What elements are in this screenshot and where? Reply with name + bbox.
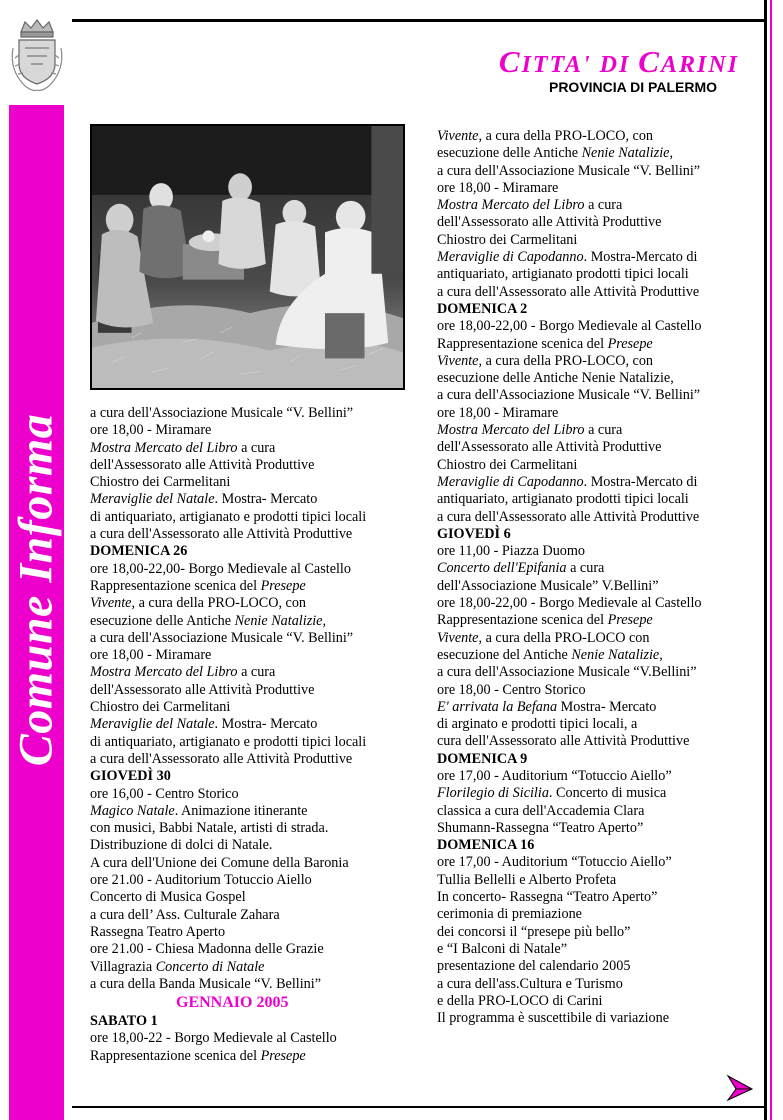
text-line — [90, 976, 366, 993]
text-line — [437, 353, 702, 370]
event-title: Meraviglie di Capodanno — [437, 249, 584, 266]
text-line — [437, 1010, 702, 1027]
text-line — [90, 1048, 366, 1065]
text-line — [90, 664, 366, 681]
text-segment: Mostra- Mercato — [557, 698, 657, 715]
text-segment: . Mostra- Mercato — [214, 491, 318, 508]
event-title: Mostra Mercato del Libro — [437, 422, 585, 439]
text-line — [90, 595, 366, 612]
text-segment: Rappresentazione scenica del — [90, 1047, 261, 1064]
text-segment: con musici, Babbi Natale, artisti di strada. — [90, 820, 329, 837]
event-title: Vivente, — [90, 595, 136, 612]
text-line — [437, 976, 702, 993]
text-segment: Concerto di Musica Gospel — [90, 889, 246, 906]
text-segment: Chiostro dei Carmelitani — [437, 231, 578, 248]
text-line — [437, 526, 702, 543]
day-heading: DOMENICA 2 — [437, 300, 528, 317]
text-line — [437, 214, 702, 231]
text-segment: a cura dell'Assessorato alle Attività Produttive — [90, 750, 353, 767]
text-segment: Distribuzione di dolci di Natale. — [90, 837, 273, 854]
text-line — [437, 906, 702, 923]
right-rule — [764, 0, 767, 1120]
text-segment: presentazione del calendario 2005 — [437, 958, 631, 975]
text-line — [437, 889, 702, 906]
text-line — [90, 682, 366, 699]
text-line — [437, 128, 702, 145]
text-segment: . Mostra- Mercato — [214, 716, 318, 733]
text-segment: a cura dell'Associazione Musicale “V. Bellini” — [90, 629, 354, 646]
city-crest-icon — [7, 18, 67, 98]
city-title-cap: C — [638, 44, 661, 79]
text-segment: a cura della PRO-LOCO, con — [135, 595, 307, 612]
text-line — [437, 457, 702, 474]
text-segment: esecuzione delle Antiche — [437, 145, 582, 162]
text-segment: ore 16,00 - Centro Storico — [90, 785, 239, 802]
text-line — [90, 543, 366, 560]
city-title — [499, 44, 739, 80]
city-title-part: ITTA' DI — [521, 52, 639, 78]
text-segment: ore 18,00 - Miramare — [437, 404, 559, 421]
text-segment: ore 11,00 - Piazza Duomo — [437, 543, 586, 560]
text-line — [437, 145, 702, 162]
text-line — [90, 837, 366, 854]
text-segment: ore 18,00 - Miramare — [90, 422, 212, 439]
top-rule — [72, 19, 764, 22]
text-line — [437, 751, 702, 768]
text-segment: ore 17,00 - Auditorium “Totuccio Aiello” — [437, 767, 672, 784]
text-segment: a cura — [237, 439, 276, 456]
event-title: Vivente — [437, 629, 479, 646]
text-line — [90, 907, 366, 924]
text-segment: Chiostro dei Carmelitani — [90, 699, 231, 716]
text-segment: a cura dell'Associazione Musicale “V. Bellini” — [437, 387, 701, 404]
text-segment: cerimonia di premiazione — [437, 906, 582, 923]
text-line — [437, 647, 702, 664]
text-segment: a cura della Banda Musicale “V. Bellini” — [90, 975, 321, 992]
text-segment: a cura dell’ Ass. Culturale Zahara — [90, 906, 280, 923]
text-line — [437, 803, 702, 820]
left-column — [90, 405, 366, 1065]
text-line — [437, 232, 702, 249]
text-line — [437, 491, 702, 508]
text-line — [437, 301, 702, 318]
text-line — [437, 370, 702, 387]
text-segment: Tullia Bellelli e Alberto Profeta — [437, 871, 617, 888]
text-segment: ore 18,00 - Miramare — [90, 647, 212, 664]
right-rule-accent — [770, 0, 772, 1120]
text-segment: ore 18,00 - Miramare — [437, 179, 559, 196]
province-label: PROVINCIA DI PALERMO — [548, 79, 717, 95]
text-line — [90, 699, 366, 716]
text-line — [437, 733, 702, 750]
text-line — [90, 457, 366, 474]
month-heading — [90, 993, 366, 1013]
text-segment: ore 18,00-22,00 - Borgo Medievale al Castello — [437, 318, 702, 335]
text-line — [437, 872, 702, 889]
text-line — [437, 716, 702, 733]
text-line — [90, 630, 366, 647]
event-title: Concerto di Natale — [155, 958, 265, 975]
text-segment: ore 18,00-22 - Borgo Medievale al Castello — [90, 1030, 337, 1047]
text-segment: di arginato e prodotti tipici locali, a — [437, 716, 638, 733]
text-line — [437, 958, 702, 975]
next-page-arrow-icon[interactable] — [726, 1074, 754, 1102]
text-line — [90, 578, 366, 595]
text-line — [437, 993, 702, 1010]
text-line — [90, 803, 366, 820]
text-segment: In concerto- Rassegna “Teatro Aperto” — [437, 889, 658, 906]
text-segment: a cura — [584, 422, 623, 439]
text-line — [437, 768, 702, 785]
text-segment: di antiquariato, artigianato e prodotti tipici locali — [90, 733, 367, 750]
event-title: Nenie Natalizie — [571, 646, 660, 663]
text-segment: esecuzione delle Antiche Nenie Natalizie, — [437, 370, 674, 387]
text-line — [90, 1030, 366, 1047]
text-segment: Shumann-Rassegna “Teatro Aperto” — [437, 819, 644, 836]
text-line — [437, 630, 702, 647]
text-segment: e “I Balconi di Natale” — [437, 940, 567, 957]
text-segment: dell'Assessorato alle Attività Produttive — [437, 214, 662, 231]
text-segment: ore 21.00 - Chiesa Madonna delle Grazie — [90, 941, 324, 958]
text-line — [437, 664, 702, 681]
text-segment: ore 18,00-22,00 - Borgo Medievale al Castello — [437, 595, 702, 612]
text-line — [437, 699, 702, 716]
text-segment: ore 18,00 - Centro Storico — [437, 681, 586, 698]
nativity-photo — [90, 124, 405, 390]
day-heading: GIOVEDÌ 6 — [437, 525, 511, 542]
text-line — [437, 941, 702, 958]
city-title-cap: C — [498, 44, 522, 79]
text-line — [437, 266, 702, 283]
text-segment: Villagrazia — [90, 958, 156, 975]
text-line — [437, 249, 702, 266]
text-segment: . Concerto di musica — [548, 785, 667, 802]
text-segment: a cura dell'ass.Cultura e Turismo — [437, 975, 623, 992]
event-title: Presepe — [607, 612, 653, 629]
text-segment: a cura — [237, 664, 276, 681]
bottom-rule — [72, 1106, 764, 1108]
text-segment: Chiostro dei Carmelitani — [90, 474, 231, 491]
city-title-part: ARINI — [660, 52, 739, 78]
right-column — [437, 128, 702, 1027]
text-segment: Rassegna Teatro Aperto — [90, 923, 226, 940]
text-line — [90, 526, 366, 543]
text-segment: a cura dell'Assessorato alle Attività Produttive — [437, 283, 700, 300]
event-title: Vivente — [437, 128, 479, 144]
text-line — [437, 197, 702, 214]
text-line — [90, 1013, 366, 1030]
text-segment: , a cura della PRO-LOCO, con — [478, 128, 654, 144]
text-line — [437, 284, 702, 301]
text-line — [437, 578, 702, 595]
text-segment: esecuzione del Antiche — [437, 646, 572, 663]
text-segment: dei concorsi il “presepe più bello” — [437, 923, 631, 940]
text-segment: a cura dell'Associazione Musicale “V. Bellini” — [437, 162, 701, 179]
text-line — [90, 474, 366, 491]
text-segment: a cura dell'Assessorato alle Attività Produttive — [90, 526, 353, 543]
text-segment: Chiostro dei Carmelitani — [437, 456, 578, 473]
text-line — [90, 855, 366, 872]
text-segment: . Animazione itinerante — [174, 802, 308, 819]
text-segment: a cura della PRO-LOCO, con — [482, 352, 654, 369]
text-line — [437, 405, 702, 422]
text-segment: dell'Assessorato alle Attività Produttive — [90, 681, 315, 698]
text-line — [90, 613, 366, 630]
text-segment: dell'Assessorato alle Attività Produttive — [437, 439, 662, 456]
text-line — [437, 820, 702, 837]
text-line — [437, 560, 702, 577]
text-segment: Il programma è suscettibile di variazione — [437, 1010, 670, 1027]
text-segment: antiquariato, artigianato prodotti tipici locali — [437, 266, 689, 283]
event-title: Meraviglie del Natale — [90, 716, 215, 733]
text-segment: a cura dell'Associazione Musicale “V. Bellini” — [90, 405, 354, 421]
text-line — [90, 491, 366, 508]
text-segment: Rappresentazione scenica del — [90, 577, 261, 594]
text-line — [437, 924, 702, 941]
event-title: Presepe — [260, 577, 306, 594]
text-line — [90, 405, 366, 422]
day-heading: DOMENICA 16 — [437, 837, 535, 854]
text-segment: , — [659, 646, 663, 663]
text-segment: a cura — [584, 197, 623, 214]
text-line — [437, 439, 702, 456]
text-line — [90, 872, 366, 889]
text-line — [90, 422, 366, 439]
event-title: Presepe — [607, 335, 653, 352]
event-title: E' arrivata la Befana — [437, 698, 558, 715]
event-title: Mostra Mercato del Libro — [437, 197, 585, 214]
text-segment: antiquariato, artigianato prodotti tipici locali — [437, 491, 689, 508]
event-title: Nenie Natalizie, — [234, 612, 327, 629]
text-line — [90, 889, 366, 906]
event-title: Mostra Mercato del Libro — [90, 439, 238, 456]
text-line — [437, 387, 702, 404]
text-line — [90, 716, 366, 733]
text-segment: classica a cura dell'Accademia Clara — [437, 802, 645, 819]
text-segment: A cura dell'Unione dei Comune della Baronia — [90, 854, 349, 871]
text-segment: e della PRO-LOCO di Carini — [437, 992, 603, 1009]
text-line — [437, 163, 702, 180]
event-title: Concerto dell'Epifania — [437, 560, 567, 577]
text-segment: ore 17,00 - Auditorium “Totuccio Aiello” — [437, 854, 672, 871]
text-line — [90, 820, 366, 837]
text-segment: . Mostra-Mercato di — [583, 249, 698, 266]
text-line — [437, 336, 702, 353]
event-title: Nenie Natalizie, — [581, 145, 674, 162]
text-line — [90, 768, 366, 785]
text-line — [90, 941, 366, 958]
event-title: Meraviglie di Capodanno — [437, 473, 584, 490]
text-line — [90, 924, 366, 941]
text-segment: . Mostra-Mercato di — [583, 473, 698, 490]
text-line — [437, 595, 702, 612]
text-line — [90, 440, 366, 457]
text-line — [437, 612, 702, 629]
text-segment: a cura dell'Assessorato alle Attività Produttive — [437, 508, 700, 525]
text-segment: esecuzione delle Antiche — [90, 612, 235, 629]
text-line — [437, 543, 702, 560]
text-line — [437, 509, 702, 526]
text-line — [437, 682, 702, 699]
text-segment: dell'Assessorato alle Attività Produttive — [90, 456, 315, 473]
text-line — [437, 854, 702, 871]
event-title: Mostra Mercato del Libro — [90, 664, 238, 681]
text-segment: ore 21.00 - Auditorium Totuccio Aiello — [90, 872, 312, 889]
day-heading: GIOVEDÌ 30 — [90, 768, 171, 785]
text-segment: di antiquariato, artigianato e prodotti tipici locali — [90, 508, 367, 525]
text-line — [90, 959, 366, 976]
text-segment: , a cura della PRO-LOCO con — [478, 629, 650, 646]
text-segment: GENNAIO 2005 — [176, 994, 289, 1012]
text-segment: Rappresentazione scenica del — [437, 612, 608, 629]
text-line — [90, 561, 366, 578]
text-segment: cura dell'Assessorato alle Attività Produttive — [437, 733, 690, 750]
text-line — [437, 785, 702, 802]
text-line — [90, 509, 366, 526]
text-line — [90, 647, 366, 664]
text-line — [437, 474, 702, 491]
text-segment: dell'Associazione Musicale” V.Bellini” — [437, 577, 659, 594]
text-segment: Rappresentazione scenica del — [437, 335, 608, 352]
event-title: Presepe — [260, 1047, 306, 1064]
day-heading: DOMENICA 26 — [90, 543, 188, 560]
text-segment: ore 18,00-22,00- Borgo Medievale al Castello — [90, 560, 351, 577]
text-line — [90, 734, 366, 751]
event-title: Florilegio di Sicilia — [437, 785, 549, 802]
text-line — [437, 422, 702, 439]
sidebar-title: Comune Informa — [9, 413, 63, 767]
text-line — [437, 180, 702, 197]
day-heading: DOMENICA 9 — [437, 750, 528, 767]
text-line — [90, 786, 366, 803]
text-line — [437, 318, 702, 335]
event-title: Meraviglie del Natale — [90, 491, 215, 508]
event-title: Vivente, — [437, 352, 483, 369]
day-heading: SABATO 1 — [90, 1013, 158, 1030]
text-line — [437, 837, 702, 854]
text-segment: a cura — [566, 560, 605, 577]
text-segment: a cura dell'Associazione Musicale “V.Bellini” — [437, 664, 697, 681]
event-title: Magico Natale — [90, 802, 175, 819]
text-line — [90, 751, 366, 768]
